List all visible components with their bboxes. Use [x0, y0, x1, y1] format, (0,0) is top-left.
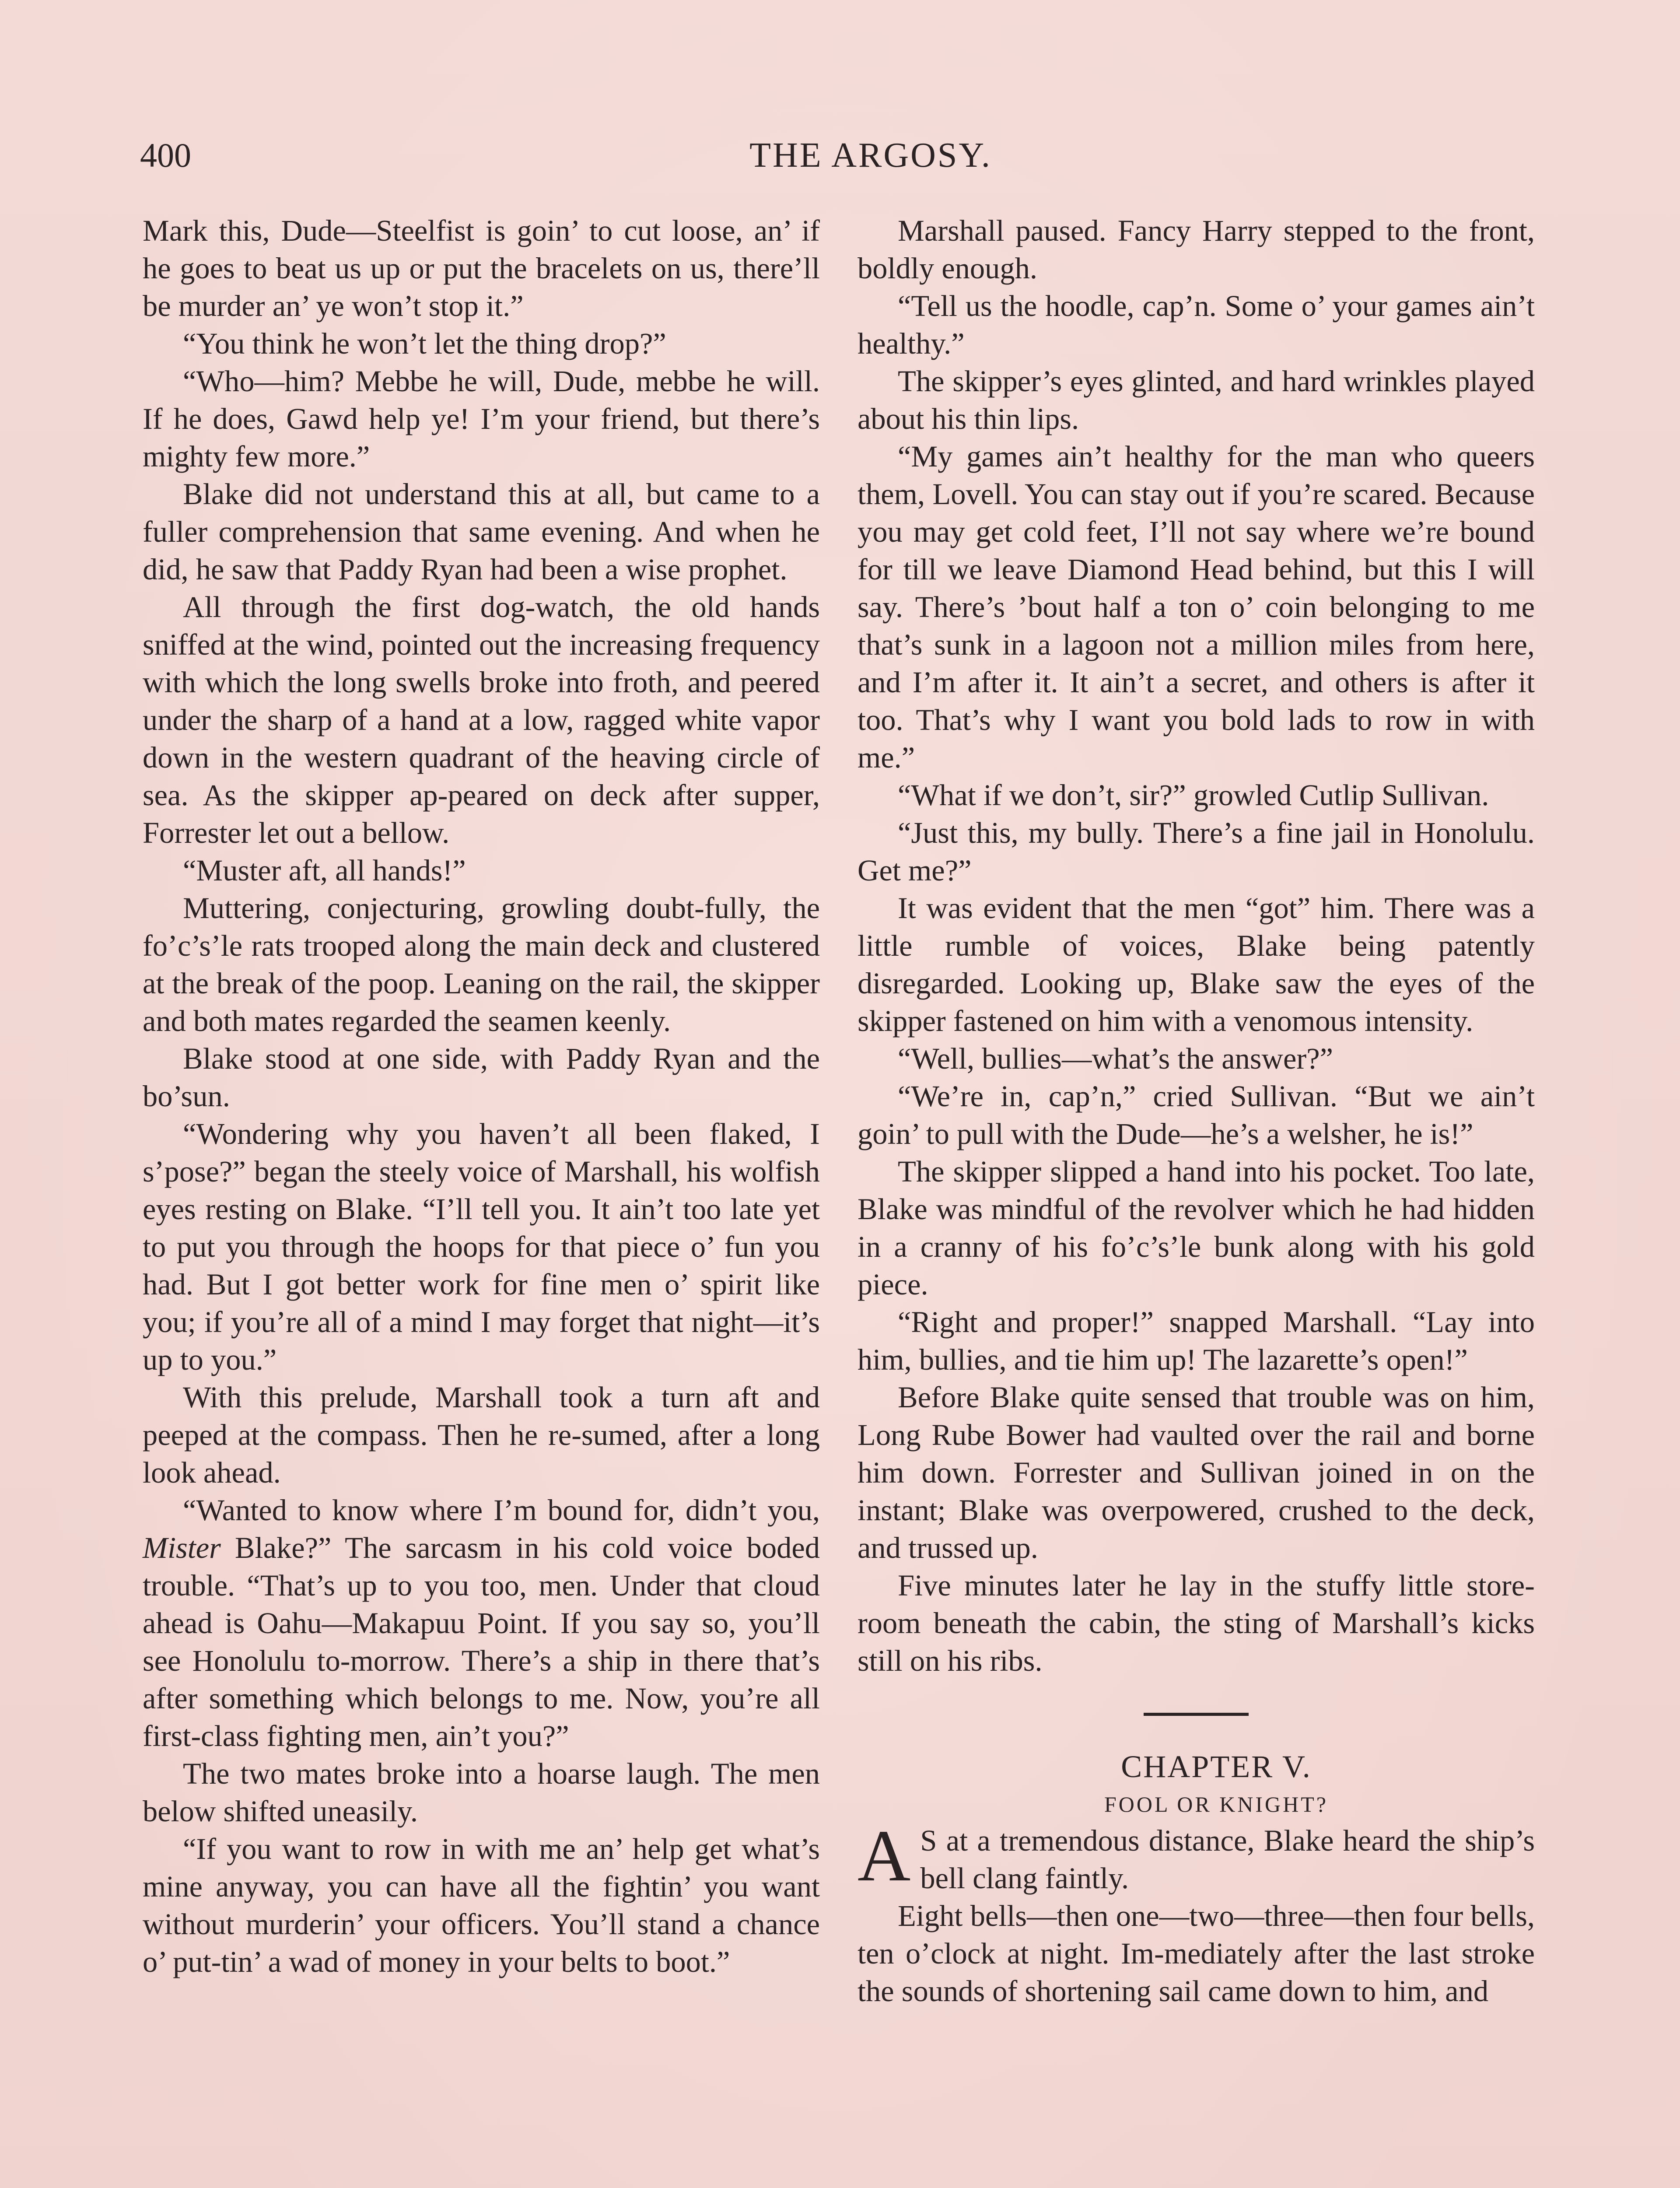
paragraph: Blake stood at one side, with Paddy Ryan and the bo’sun. — [143, 1042, 820, 1113]
paragraph: “You think he won’t let the thing drop?” — [183, 327, 666, 360]
left-column — [143, 212, 820, 1981]
page-header — [140, 131, 1540, 184]
paragraph: “Muster aft, all hands!” — [183, 854, 466, 887]
paragraph: “Well, bullies—what’s the answer?” — [898, 1042, 1334, 1075]
paragraph: Blake did not understand this at all, but came to a fuller comprehension that same evening. And when he did, he saw that Paddy Ryan had been a wise prophet. — [143, 477, 820, 586]
chapter-title: CHAPTER V. — [1121, 1749, 1312, 1784]
wanted-post: Blake?” The sarcasm in his cold voice boded trouble. “That’s up to you too, men. Under that cloud ahead is Oahu—Makapuu Point. If you say so, you’ll see Honolulu to-morrow. There’s a ship in there that’s after something which belongs to me. Now, you’re all first-class fighting men, ain’t you?” — [143, 1531, 820, 1753]
paragraph: Marshall paused. Fancy Harry stepped to the front, boldly enough. — [858, 214, 1535, 285]
paragraph: “If you want to row in with me an’ help get what’s mine anyway, you can have all the fightin’ you want without murderin’ your officers. You’ll stand a chance o’ put-tin’ a wad of money in your belts to boot.” — [143, 1832, 820, 1978]
paragraph: “Just this, my bully. There’s a fine jail in Honolulu. Get me?” — [858, 816, 1535, 887]
paragraph: “Wondering why you haven’t all been flaked, I s’pose?” began the steely voice of Marshall, his wolfish eyes resting on Blake. “I’ll tell you. It ain’t too late yet to put you through the hoops for that piece o’ fun you had. But I got better work for fine men o’ spirit like you; if you’re all of a mind I may forget that night—it’s up to you.” — [143, 1117, 820, 1376]
paragraph: “We’re in, cap’n,” cried Sullivan. “But we ain’t goin’ to pull with the Dude—he’s a welsher, he is!” — [858, 1080, 1535, 1150]
paragraph: The two mates broke into a hoarse laugh. The men below shifted uneasily. — [143, 1757, 820, 1828]
drop-cap: A — [858, 1815, 911, 1897]
paragraph: “Right and proper!” snapped Marshall. “Lay into him, bullies, and tie him up! The lazarette’s open!” — [858, 1305, 1535, 1376]
section-divider — [1144, 1713, 1249, 1716]
paragraph: Five minutes later he lay in the stuffy little store-room beneath the cabin, the sting of Marshall’s kicks still on his ribs. — [858, 1569, 1535, 1677]
paragraph: Eight bells—then one—two—three—then four bells, ten o’clock at night. Im-mediately after the last stroke the sounds of shortening sail came down to him, and — [858, 1899, 1535, 2008]
paragraph: With this prelude, Marshall took a turn aft and peeped at the compass. Then he re-sumed, after a long look ahead. — [143, 1381, 820, 1489]
paragraph: It was evident that the men “got” him. There was a little rumble of voices, Blake being patently disregarded. Looking up, Blake saw the eyes of the skipper fastened on him with a venomous intensity. — [858, 891, 1535, 1038]
wanted-emphasis: Mister — [143, 1531, 221, 1564]
paragraph: “My games ain’t healthy for the man who queers them, Lovell. You can stay out if you’re scared. Because you may get cold feet, I’ll not say where we’re bound for till we leave Diamond Head behind, but this I will say. There’s ’bout half a ton o’ coin belonging to me that’s sunk in a lagoon not a million miles from here, and I’m after it. It ain’t a secret, and others is after it too. That’s why I want you bold lads to row in with me.” — [858, 440, 1535, 774]
right-column — [858, 212, 1535, 2010]
paragraph: Mark this, Dude—Steelfist is goin’ to cut loose, an’ if he goes to beat us up or put the bracelets on us, there’ll be murder an’ ye won’t stop it.” — [143, 214, 820, 323]
opening-text: S at a tremendous distance, Blake heard the ship’s bell clang faintly. — [920, 1824, 1535, 1895]
paragraph: Before Blake quite sensed that trouble was on him, Long Rube Bower had vaulted over the rail and borne him down. Forrester and Sullivan joined in on the instant; Blake was overpowered, crushed to the deck, and trussed up. — [858, 1381, 1535, 1564]
paragraph: “Tell us the hoodle, cap’n. Some o’ your games ain’t healthy.” — [858, 289, 1535, 360]
paragraph: “Who—him? Mebbe he will, Dude, mebbe he will. If he does, Gawd help ye! I’m your friend, but there’s mighty few more.” — [143, 365, 820, 473]
running-head: THE ARGOSY. — [749, 136, 992, 175]
paragraph: “What if we don’t, sir?” growled Cutlip Sullivan. — [898, 778, 1489, 812]
paragraph: The skipper slipped a hand into his pocket. Too late, Blake was mindful of the revolver which he had hidden in a cranny of his fo’c’s’le bunk along with his gold piece. — [858, 1155, 1535, 1301]
paragraph: The skipper’s eyes glinted, and hard wrinkles played about his thin lips. — [858, 365, 1535, 435]
chapter-opening-paragraph — [858, 1815, 1535, 1897]
paragraph-wanted — [143, 1491, 820, 1755]
paragraph: All through the first dog-watch, the old hands sniffed at the wind, pointed out the increasing frequency with which the long swells broke into froth, and peered under the sharp of a hand at a low, ragged white vapor down in the western quadrant of the heaving circle of sea. As the skipper ap-peared on deck after supper, Forrester let out a bellow. — [143, 590, 820, 849]
paragraph: Muttering, conjecturing, growling doubt-fully, the fo’c’s’le rats trooped along the main deck and clustered at the break of the poop. Leaning on the rail, the skipper and both mates regarded the seamen keenly. — [143, 891, 820, 1038]
wanted-pre: “Wanted to know where I’m bound for, didn’t you, — [183, 1494, 820, 1527]
page-number: 400 — [140, 136, 191, 174]
chapter-subtitle: FOOL OR KNIGHT? — [1104, 1792, 1328, 1816]
